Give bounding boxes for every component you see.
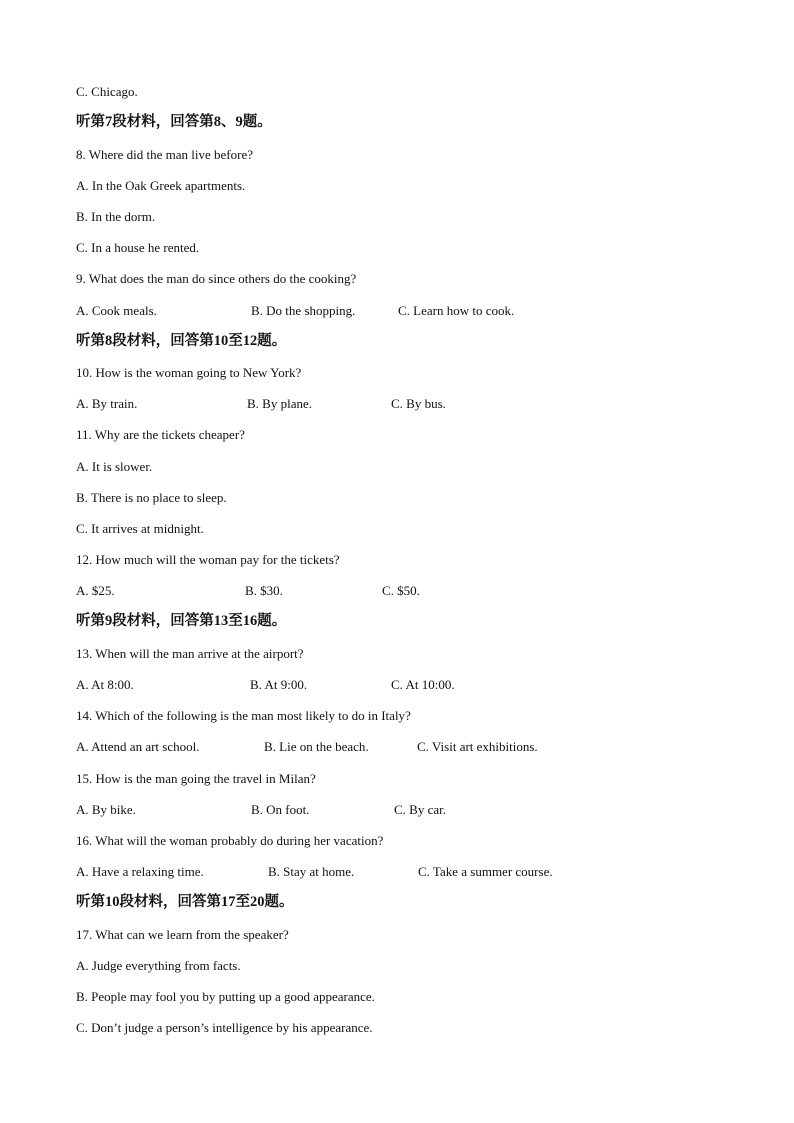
question-16: 16. What will the woman probably do during her vacation? bbox=[76, 833, 384, 848]
option-line: C. It arrives at midnight. bbox=[76, 521, 204, 536]
option-line: C. Don’t judge a person’s intelligence by his appearance. bbox=[76, 1020, 373, 1035]
section-heading: 听第9段材料，回答第13至16题。 bbox=[76, 613, 287, 629]
option-line: B. People may fool you by putting up a good appearance. bbox=[76, 989, 375, 1004]
section-heading: 听第10段材料，回答第17至20题。 bbox=[76, 894, 294, 910]
option-c: C. At 10:00. bbox=[391, 677, 455, 692]
option-c: C. Learn how to cook. bbox=[398, 303, 515, 318]
option-a: A. Attend an art school. bbox=[76, 739, 200, 754]
option-a: A. Have a relaxing time. bbox=[76, 864, 204, 879]
option-a: A. By bike. bbox=[76, 802, 136, 817]
question-12: 12. How much will the woman pay for the tickets? bbox=[76, 552, 340, 567]
question-11: 11. Why are the tickets cheaper? bbox=[76, 427, 245, 442]
question-10: 10. How is the woman going to New York? bbox=[76, 365, 302, 380]
option-c: C. By car. bbox=[394, 802, 446, 817]
section-heading: 听第8段材料，回答第10至12题。 bbox=[76, 333, 287, 349]
option-c: C. Take a summer course. bbox=[418, 864, 553, 879]
option-a: A. Cook meals. bbox=[76, 303, 157, 318]
option-line: B. There is no place to sleep. bbox=[76, 490, 227, 505]
option-b: B. On foot. bbox=[251, 802, 310, 817]
option-line: B. In the dorm. bbox=[76, 209, 156, 224]
question-14: 14. Which of the following is the man most likely to do in Italy? bbox=[76, 708, 411, 723]
option-b: B. $30. bbox=[245, 583, 283, 598]
option-line: A. In the Oak Greek apartments. bbox=[76, 178, 246, 193]
option-a: A. By train. bbox=[76, 396, 138, 411]
question-9: 9. What does the man do since others do the cooking? bbox=[76, 271, 357, 286]
section-heading: 听第7段材料，回答第8、9题。 bbox=[76, 114, 272, 130]
option-b: B. By plane. bbox=[247, 396, 312, 411]
question-17: 17. What can we learn from the speaker? bbox=[76, 927, 289, 942]
question-15: 15. How is the man going the travel in Milan? bbox=[76, 771, 316, 786]
option-line: A. It is slower. bbox=[76, 459, 153, 474]
option-line: C. In a house he rented. bbox=[76, 240, 200, 255]
option-b: B. Stay at home. bbox=[268, 864, 355, 879]
option-line: C. Chicago. bbox=[76, 84, 138, 99]
option-c: C. Visit art exhibitions. bbox=[417, 739, 538, 754]
option-b: B. Do the shopping. bbox=[251, 303, 356, 318]
option-a: A. $25. bbox=[76, 583, 115, 598]
option-a: A. At 8:00. bbox=[76, 677, 134, 692]
option-b: B. Lie on the beach. bbox=[264, 739, 369, 754]
option-b: B. At 9:00. bbox=[250, 677, 308, 692]
question-13: 13. When will the man arrive at the airport? bbox=[76, 646, 304, 661]
option-c: C. $50. bbox=[382, 583, 420, 598]
question-8: 8. Where did the man live before? bbox=[76, 147, 253, 162]
option-c: C. By bus. bbox=[391, 396, 446, 411]
option-line: A. Judge everything from facts. bbox=[76, 958, 241, 973]
